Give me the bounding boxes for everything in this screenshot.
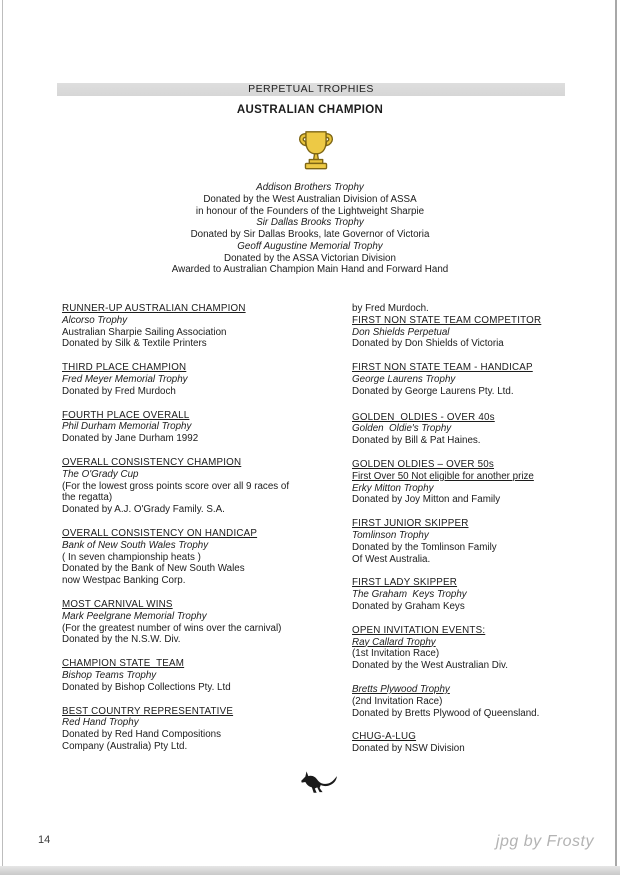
trophy-line: by Fred Murdoch. xyxy=(352,303,429,314)
trophy-line: Donated by Silk & Textile Printers xyxy=(62,338,207,350)
intro-block xyxy=(0,182,620,276)
trophy-section xyxy=(352,362,608,397)
trophy-heading: THIRD PLACE CHAMPION xyxy=(62,362,187,374)
trophy-line: Donated by Bill & Pat Haines. xyxy=(352,435,481,447)
trophy-heading: FIRST LADY SKIPPER xyxy=(352,577,458,589)
intro-line: Addison Brothers Trophy xyxy=(256,182,364,193)
trophy-line: Donated by Bretts Plywood of Queensland. xyxy=(352,707,540,719)
intro-line: Geoff Augustine Memorial Trophy xyxy=(237,240,383,252)
intro-line: Donated by the West Australian Division of ASSA xyxy=(203,193,417,205)
trophy-line: Donated by Bishop Collections Pty. Ltd xyxy=(62,681,231,693)
page-bottom-edge xyxy=(0,866,620,875)
trophy-section xyxy=(62,528,318,587)
trophy-heading: GOLDEN OLDIES - OVER 40s xyxy=(352,411,495,423)
trophy-section xyxy=(352,303,608,350)
trophy-line: Donated by Red Hand Compositions xyxy=(62,729,222,741)
trophy-line: (2nd Invitation Race) xyxy=(352,695,443,707)
trophy-line: Company (Australia) Pty Ltd. xyxy=(62,740,188,752)
trophy-line: (For the lowest gross points score over all 9 races of xyxy=(62,480,290,492)
trophy-line: Donated by Fred Murdoch xyxy=(62,385,176,397)
trophy-heading: GOLDEN OLDIES – OVER 50s xyxy=(352,458,495,470)
trophy-section xyxy=(352,518,608,565)
intro-line: in honour of the Founders of the Lightweight Sharpie xyxy=(195,205,425,217)
trophy-section xyxy=(62,706,318,753)
trophy-section xyxy=(62,658,318,693)
trophy-section xyxy=(352,625,608,672)
intro-line: Donated by Sir Dallas Brooks, late Governor of Victoria xyxy=(190,229,430,240)
section-band xyxy=(57,83,565,96)
trophy-line: Donated by the Bank of New South Wales xyxy=(62,563,245,575)
trophy-line: Donated by Don Shields of Victoria xyxy=(352,338,504,350)
trophy-line: Don Shields Perpetual xyxy=(352,326,450,338)
trophy-section xyxy=(62,362,318,397)
trophy-line: Bretts Plywood Trophy xyxy=(352,683,450,695)
trophy-heading: FIRST JUNIOR SKIPPER xyxy=(352,518,469,530)
trophy-heading: CHAMPION STATE TEAM xyxy=(62,658,185,670)
trophy-line: Australian Sharpie Sailing Association xyxy=(62,326,227,338)
intro-line: Donated by the ASSA Victorian Division xyxy=(224,252,396,264)
trophy-icon xyxy=(293,126,339,174)
trophy-column-right xyxy=(352,303,608,767)
trophy-line: Donated by A.J. O'Grady Family. S.A. xyxy=(62,504,225,516)
trophy-line: Red Hand Trophy xyxy=(62,717,139,729)
trophy-section xyxy=(62,303,318,350)
trophy-section xyxy=(62,410,318,445)
trophy-line: Donated by the N.S.W. Div. xyxy=(62,634,181,646)
trophy-heading: FOURTH PLACE OVERALL xyxy=(62,409,190,421)
trophy-line: Erky Mitton Trophy xyxy=(352,482,434,494)
trophy-section xyxy=(352,684,608,719)
trophy-line: Ray Callard Trophy xyxy=(352,636,436,648)
trophy-line: Bishop Teams Trophy xyxy=(62,669,157,681)
trophy-line: (For the greatest number of wins over the carnival) xyxy=(62,622,282,634)
trophy-section xyxy=(352,577,608,612)
trophy-line: Of West Australia. xyxy=(352,553,431,565)
kangaroo-icon xyxy=(300,767,338,797)
trophy-line: George Laurens Trophy xyxy=(352,373,456,385)
trophy-heading: FIRST NON STATE TEAM COMPETITOR xyxy=(352,314,542,326)
trophy-line: Tomlinson Trophy xyxy=(352,529,429,541)
page-number: 14 xyxy=(38,834,51,846)
trophy-line: Donated by Joy Mitton and Family xyxy=(352,494,501,506)
trophy-section xyxy=(62,457,318,516)
watermark-text: jpg by Frosty xyxy=(495,833,594,850)
trophy-line: The Graham Keys Trophy xyxy=(352,589,467,601)
trophy-heading: MOST CARNIVAL WINS xyxy=(62,598,173,610)
trophy-line: Mark Peelgrane Memorial Trophy xyxy=(62,610,207,622)
trophy-line: Phil Durham Memorial Trophy xyxy=(62,421,192,433)
trophy-heading: OVERALL CONSISTENCY ON HANDICAP xyxy=(62,527,258,539)
trophy-heading: OVERALL CONSISTENCY CHAMPION xyxy=(62,456,242,468)
trophy-heading: BEST COUNTRY REPRESENTATIVE xyxy=(62,705,234,717)
trophy-column-left xyxy=(62,303,318,765)
trophy-line: now Westpac Banking Corp. xyxy=(62,575,186,587)
trophy-section xyxy=(352,459,608,506)
trophy-line: the regatta) xyxy=(62,492,113,504)
trophy-heading: OPEN INVITATION EVENTS: xyxy=(352,624,486,636)
trophy-line: Bank of New South Wales Trophy xyxy=(62,539,209,551)
page-title: AUSTRALIAN CHAMPION xyxy=(236,104,384,116)
trophy-line: ( In seven championship heats ) xyxy=(62,551,201,563)
band-title: PERPETUAL TROPHIES xyxy=(248,83,374,95)
intro-line: Sir Dallas Brooks Trophy xyxy=(256,217,364,229)
trophy-line: Alcorso Trophy xyxy=(62,314,128,326)
trophy-line: Donated by Jane Durham 1992 xyxy=(62,433,199,445)
trophy-line: Donated by Graham Keys xyxy=(352,600,465,612)
trophy-line: The O'Grady Cup xyxy=(62,468,139,480)
trophy-line: (1st Invitation Race) xyxy=(352,648,440,660)
trophy-heading: CHUG-A-LUG xyxy=(352,731,417,743)
trophy-heading: FIRST NON STATE TEAM - HANDICAP xyxy=(352,362,533,374)
trophy-heading: RUNNER-UP AUSTRALIAN CHAMPION xyxy=(62,303,246,314)
trophy-line: Donated by George Laurens Pty. Ltd. xyxy=(352,385,514,397)
trophy-line: Fred Meyer Memorial Trophy xyxy=(62,373,188,385)
trophy-line: Donated by the West Australian Div. xyxy=(352,660,508,672)
intro-line: Awarded to Australian Champion Main Hand and Forward Hand xyxy=(171,264,449,276)
trophy-section xyxy=(62,599,318,646)
page-right-edge xyxy=(615,0,617,866)
trophy-line: Donated by the Tomlinson Family xyxy=(352,541,497,553)
page-left-edge xyxy=(2,0,3,866)
trophy-section xyxy=(352,731,608,755)
trophy-line: Golden Oldie's Trophy xyxy=(352,423,452,435)
trophy-section xyxy=(352,412,608,447)
trophy-line: Donated by NSW Division xyxy=(352,743,465,755)
trophy-line: First Over 50 Not eligible for another prize xyxy=(352,470,534,482)
